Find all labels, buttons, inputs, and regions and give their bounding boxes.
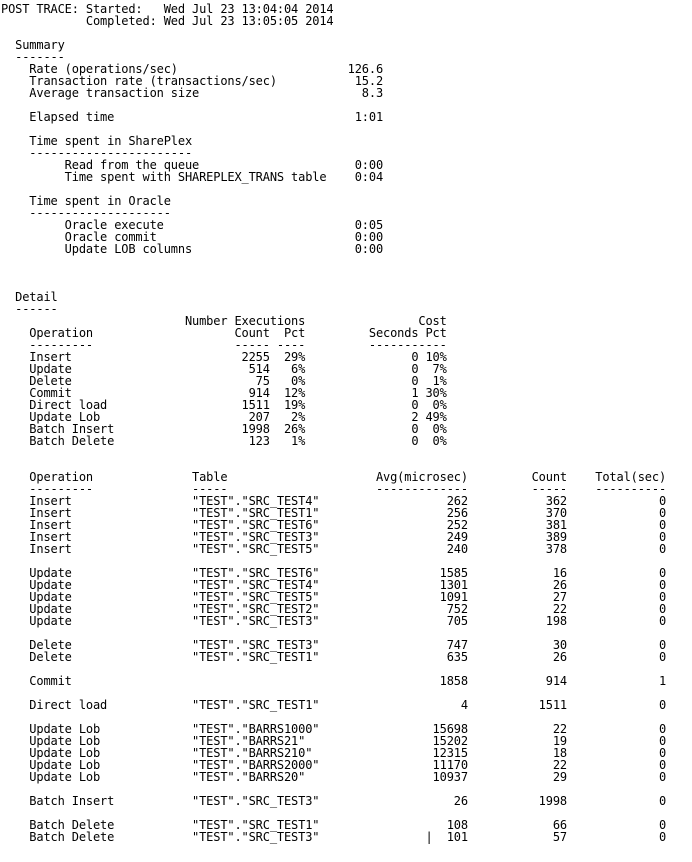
blank-line [1, 267, 692, 279]
detail-table-row: Insert "TEST"."SRC_TEST4" 262 362 0 [1, 494, 667, 508]
detail-table-row: Update Lob "TEST"."BARRS1000" 15698 22 0 [1, 722, 667, 736]
blank-line [1, 279, 692, 291]
detail-table-row: Update "TEST"."SRC_TEST3" 705 198 0 [1, 614, 667, 628]
exec-table-row: Insert 2255 29% 0 10% [1, 350, 447, 364]
detail-table-row: Batch Delete "TEST"."SRC_TEST1" 108 66 0 [1, 818, 667, 832]
summary-subsection-underline: -------------------- [1, 206, 171, 220]
summary-metric-row: Read from the queue 0:00 [1, 158, 384, 172]
detail-table-row: Batch Insert "TEST"."SRC_TEST3" 26 1998 0 [1, 794, 667, 808]
summary-metric-row: Average transaction size 8.3 [1, 86, 384, 100]
detail-table-row: Insert "TEST"."SRC_TEST6" 252 381 0 [1, 518, 667, 532]
exec-table-underline: --------- ----- ---- ----------- [1, 338, 447, 352]
summary-title: Summary [1, 38, 65, 52]
detail-table-row: Batch Delete "TEST"."SRC_TEST3" | 101 57 0 [1, 830, 667, 844]
trace-completed-line: Completed: Wed Jul 23 13:05:05 2014 [1, 14, 334, 28]
exec-table-row: Commit 914 12% 1 30% [1, 386, 447, 400]
summary-metric-row: Rate (operations/sec) 126.6 [1, 62, 384, 76]
detail-table-row: Delete "TEST"."SRC_TEST1" 635 26 0 [1, 650, 667, 664]
exec-table-header: Operation Count Pct Seconds Pct [1, 326, 447, 340]
detail-section [1, 255, 692, 843]
summary-metric-row: Transaction rate (transactions/sec) 15.2 [1, 74, 384, 88]
summary-metric-row: Update LOB columns 0:00 [1, 242, 384, 256]
detail-table-row: Insert "TEST"."SRC_TEST3" 249 389 0 [1, 530, 667, 544]
trace-header-section [1, 3, 692, 39]
summary-subsection-title: Time spent in SharePlex [1, 134, 193, 148]
exec-table-row: Update Lob 207 2% 2 49% [1, 410, 447, 424]
detail-table-row: Update "TEST"."SRC_TEST6" 1585 16 0 [1, 566, 667, 580]
detail-table-row: Insert "TEST"."SRC_TEST1" 256 370 0 [1, 506, 667, 520]
exec-table-row: Update 514 6% 0 7% [1, 362, 447, 376]
detail-table-row: Update Lob "TEST"."BARRS210" 12315 18 0 [1, 746, 667, 760]
detail-table-row: Update "TEST"."SRC_TEST4" 1301 26 0 [1, 578, 667, 592]
exec-table-row: Batch Delete 123 1% 0 0% [1, 434, 447, 448]
detail-table-row: Direct load "TEST"."SRC_TEST1" 4 1511 0 [1, 698, 667, 712]
detail-table-row: Update Lob "TEST"."BARRS21" 15202 19 0 [1, 734, 667, 748]
summary-metric-row: Oracle commit 0:00 [1, 230, 384, 244]
summary-metric-row: Oracle execute 0:05 [1, 218, 384, 232]
detail-table-row: Update Lob "TEST"."BARRS20" 10937 29 0 [1, 770, 667, 784]
summary-section [1, 39, 692, 255]
blank-line [1, 255, 692, 267]
trace-started-line: POST TRACE: Started: Wed Jul 23 13:04:04 2014 [1, 2, 334, 16]
detail-table-header: Operation Table Avg(microsec) Count Total(sec) [1, 470, 667, 484]
summary-title-underline: ------- [1, 50, 65, 64]
detail-table-row: Update "TEST"."SRC_TEST2" 752 22 0 [1, 602, 667, 616]
exec-table-row: Batch Insert 1998 26% 0 0% [1, 422, 447, 436]
detail-table-row: Update Lob "TEST"."BARRS2000" 11170 22 0 [1, 758, 667, 772]
summary-subsection-underline: ----------------------- [1, 146, 193, 160]
elapsed-time-row: Elapsed time 1:01 [1, 110, 384, 124]
detail-table-underline: --------- ----- ------------- ----- ---------- [1, 482, 667, 496]
exec-table-row: Delete 75 0% 0 1% [1, 374, 447, 388]
blank-line [1, 447, 692, 459]
blank-line [1, 27, 692, 39]
detail-table-row: Insert "TEST"."SRC_TEST5" 240 378 0 [1, 542, 667, 556]
exec-table-row: Direct load 1511 19% 0 0% [1, 398, 447, 412]
detail-table-row: Update "TEST"."SRC_TEST5" 1091 27 0 [1, 590, 667, 604]
summary-metric-row: Time spent with SHAREPLEX_TRANS table 0:04 [1, 170, 384, 184]
detail-table-row: Commit 1858 914 1 [1, 674, 667, 688]
exec-table-group-header: Number Executions Cost [1, 314, 447, 328]
detail-title-underline: ------ [1, 302, 58, 316]
detail-title: Detail [1, 290, 58, 304]
summary-subsection-title: Time spent in Oracle [1, 194, 171, 208]
detail-table-row: Delete "TEST"."SRC_TEST3" 747 30 0 [1, 638, 667, 652]
